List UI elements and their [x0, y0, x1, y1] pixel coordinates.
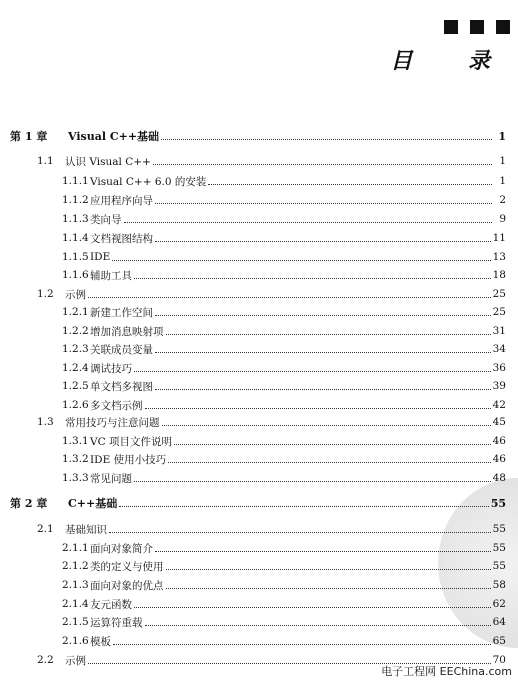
toc-page-number: 55 — [490, 496, 506, 510]
dot-leader — [168, 461, 491, 463]
toc-page-number: 13 — [492, 251, 506, 263]
toc-title: Visual C++基础 — [68, 130, 160, 143]
dot-leader — [124, 221, 493, 223]
toc-number: 1.3.2 — [62, 453, 89, 465]
toc-title: 文档视图结构 — [90, 232, 153, 245]
toc-number: 1.2.2 — [62, 325, 89, 337]
toc-entry — [37, 153, 506, 169]
dot-leader — [166, 568, 491, 570]
dot-leader — [155, 388, 491, 390]
toc-number: 1.2.5 — [62, 380, 89, 392]
toc-entry — [62, 249, 506, 265]
dot-leader — [134, 277, 491, 279]
toc-entry — [62, 596, 506, 612]
toc-entry — [62, 378, 506, 394]
toc-number: 第 1 章 — [10, 130, 48, 143]
toc-page-number: 25 — [492, 306, 506, 318]
toc-entry — [62, 323, 506, 339]
toc-number: 1.1.1 — [62, 175, 89, 187]
toc-number: 1.2.6 — [62, 399, 89, 411]
toc-entry — [62, 360, 506, 376]
dot-leader — [155, 202, 492, 204]
toc-title: 新建工作空间 — [90, 306, 153, 319]
toc-title: C++基础 — [68, 497, 118, 510]
toc-entry — [37, 414, 506, 430]
toc-title: 应用程序向导 — [90, 194, 153, 207]
toc-title: 模板 — [90, 635, 111, 648]
square-icon — [496, 20, 510, 34]
toc-number: 第 2 章 — [10, 497, 48, 510]
toc-number: 2.2 — [37, 654, 54, 666]
dot-leader — [88, 296, 491, 298]
toc-title: 基础知识 — [65, 523, 107, 536]
toc-entry — [62, 341, 506, 357]
toc-entry — [62, 577, 506, 593]
toc-page-number: 34 — [492, 343, 506, 355]
toc-title: 示例 — [65, 288, 86, 301]
toc-entry — [62, 211, 506, 227]
toc-number: 2.1.1 — [62, 542, 89, 554]
toc-entry — [62, 304, 506, 320]
square-icon — [470, 20, 484, 34]
toc-number: 2.1.6 — [62, 635, 89, 647]
toc-page-number: 1 — [499, 155, 506, 167]
square-icon — [444, 20, 458, 34]
toc-page-number: 70 — [492, 654, 506, 666]
toc-entry — [62, 540, 506, 556]
toc-entry — [62, 433, 506, 449]
toc-page-number: 36 — [492, 362, 506, 374]
toc-number: 1.1.2 — [62, 194, 89, 206]
dot-leader — [155, 351, 491, 353]
toc-title: 运算符重载 — [90, 616, 143, 629]
toc-title: 类的定义与使用 — [90, 560, 164, 573]
toc-title: Visual C++ 6.0 的安装 — [90, 175, 207, 188]
toc-title: 单文档多视图 — [90, 380, 153, 393]
toc-page-number: 45 — [492, 416, 506, 428]
toc-entry — [62, 558, 506, 574]
toc-number: 1.3.3 — [62, 472, 89, 484]
footer-watermark: 电子工程网 EEChina.com — [381, 665, 512, 678]
toc-number: 1.1.6 — [62, 269, 89, 281]
toc-number: 1.2.3 — [62, 343, 89, 355]
toc-number: 1.2.1 — [62, 306, 89, 318]
dot-leader — [109, 531, 491, 533]
toc-title: VC 项目文件说明 — [90, 435, 172, 448]
dot-leader — [155, 314, 491, 316]
toc-entry — [62, 451, 506, 467]
toc-entry — [37, 521, 506, 537]
dot-leader — [153, 163, 492, 165]
toc-entry — [37, 286, 506, 302]
toc-number: 1.1.3 — [62, 213, 89, 225]
toc-entry — [62, 614, 506, 630]
toc-page-number: 42 — [492, 399, 506, 411]
dot-leader — [161, 138, 492, 140]
toc-page-number: 1 — [499, 175, 506, 187]
dot-leader — [145, 407, 491, 409]
toc-page-number: 55 — [492, 542, 506, 554]
dot-leader — [208, 183, 492, 185]
toc-number: 1.3.1 — [62, 435, 89, 447]
toc-page-number: 46 — [492, 453, 506, 465]
toc-entry — [62, 470, 506, 486]
toc-number: 1.1.5 — [62, 251, 89, 263]
toc-number: 1.3 — [37, 416, 54, 428]
toc-title: 常用技巧与注意问题 — [65, 416, 160, 429]
toc-title: 面向对象简介 — [90, 542, 153, 555]
toc-page-number: 9 — [499, 213, 506, 225]
toc-page-number: 2 — [499, 194, 506, 206]
toc-number: 2.1.3 — [62, 579, 89, 591]
toc-entry — [10, 495, 506, 511]
toc-page-number: 25 — [492, 288, 506, 300]
toc-entry — [62, 173, 506, 189]
toc-title: IDE 使用小技巧 — [90, 453, 167, 466]
toc-title: 多文档示例 — [90, 399, 143, 412]
dot-leader — [134, 480, 491, 482]
toc-entry — [62, 633, 506, 649]
dot-leader — [162, 424, 491, 426]
toc-page-number: 55 — [492, 560, 506, 572]
toc-number: 2.1.5 — [62, 616, 89, 628]
toc-title: 类向导 — [90, 213, 122, 226]
toc-page-number: 65 — [492, 635, 506, 647]
dot-leader — [119, 505, 488, 507]
toc-page-number: 64 — [492, 616, 506, 628]
toc-title: 调试技巧 — [90, 362, 132, 375]
toc-page-number: 62 — [492, 598, 506, 610]
toc-title: 面向对象的优点 — [90, 579, 164, 592]
toc-page-number: 46 — [492, 435, 506, 447]
toc-number: 1.1 — [37, 155, 54, 167]
toc-title: 常见问题 — [90, 472, 132, 485]
toc-number: 1.2.4 — [62, 362, 89, 374]
dot-leader — [155, 550, 491, 552]
page-title: 目 录 — [390, 48, 514, 74]
toc-number: 1.1.4 — [62, 232, 89, 244]
dot-leader — [134, 370, 491, 372]
toc-entry — [62, 397, 506, 413]
decorative-squares — [444, 20, 510, 34]
toc-page-number: 55 — [492, 523, 506, 535]
toc-page-number: 39 — [492, 380, 506, 392]
toc-title: 增加消息映射项 — [90, 325, 164, 338]
dot-leader — [174, 443, 491, 445]
toc-title: 示例 — [65, 654, 86, 667]
toc-entry — [62, 192, 506, 208]
toc-title: 辅助工具 — [90, 269, 132, 282]
dot-leader — [166, 587, 491, 589]
toc-page-number: 18 — [492, 269, 506, 281]
dot-leader — [166, 333, 491, 335]
dot-leader — [145, 624, 491, 626]
toc-entry — [62, 267, 506, 283]
toc-number: 2.1.4 — [62, 598, 89, 610]
toc-page-number: 58 — [492, 579, 506, 591]
toc-title: 认识 Visual C++ — [65, 155, 151, 168]
toc-title: 关联成员变量 — [90, 343, 153, 356]
toc-title: IDE — [90, 251, 111, 263]
toc-number: 2.1.2 — [62, 560, 89, 572]
toc-number: 1.2 — [37, 288, 54, 300]
dot-leader — [134, 606, 491, 608]
toc-page-number: 31 — [492, 325, 506, 337]
toc-page-number: 1 — [498, 129, 506, 143]
toc-title: 友元函数 — [90, 598, 132, 611]
toc-page-number: 11 — [492, 232, 506, 244]
toc-number: 2.1 — [37, 523, 54, 535]
dot-leader — [112, 259, 490, 261]
toc-entry — [10, 128, 506, 144]
dot-leader — [113, 643, 491, 645]
toc-entry — [62, 230, 506, 246]
toc-page-number: 48 — [492, 472, 506, 484]
dot-leader — [155, 240, 491, 242]
